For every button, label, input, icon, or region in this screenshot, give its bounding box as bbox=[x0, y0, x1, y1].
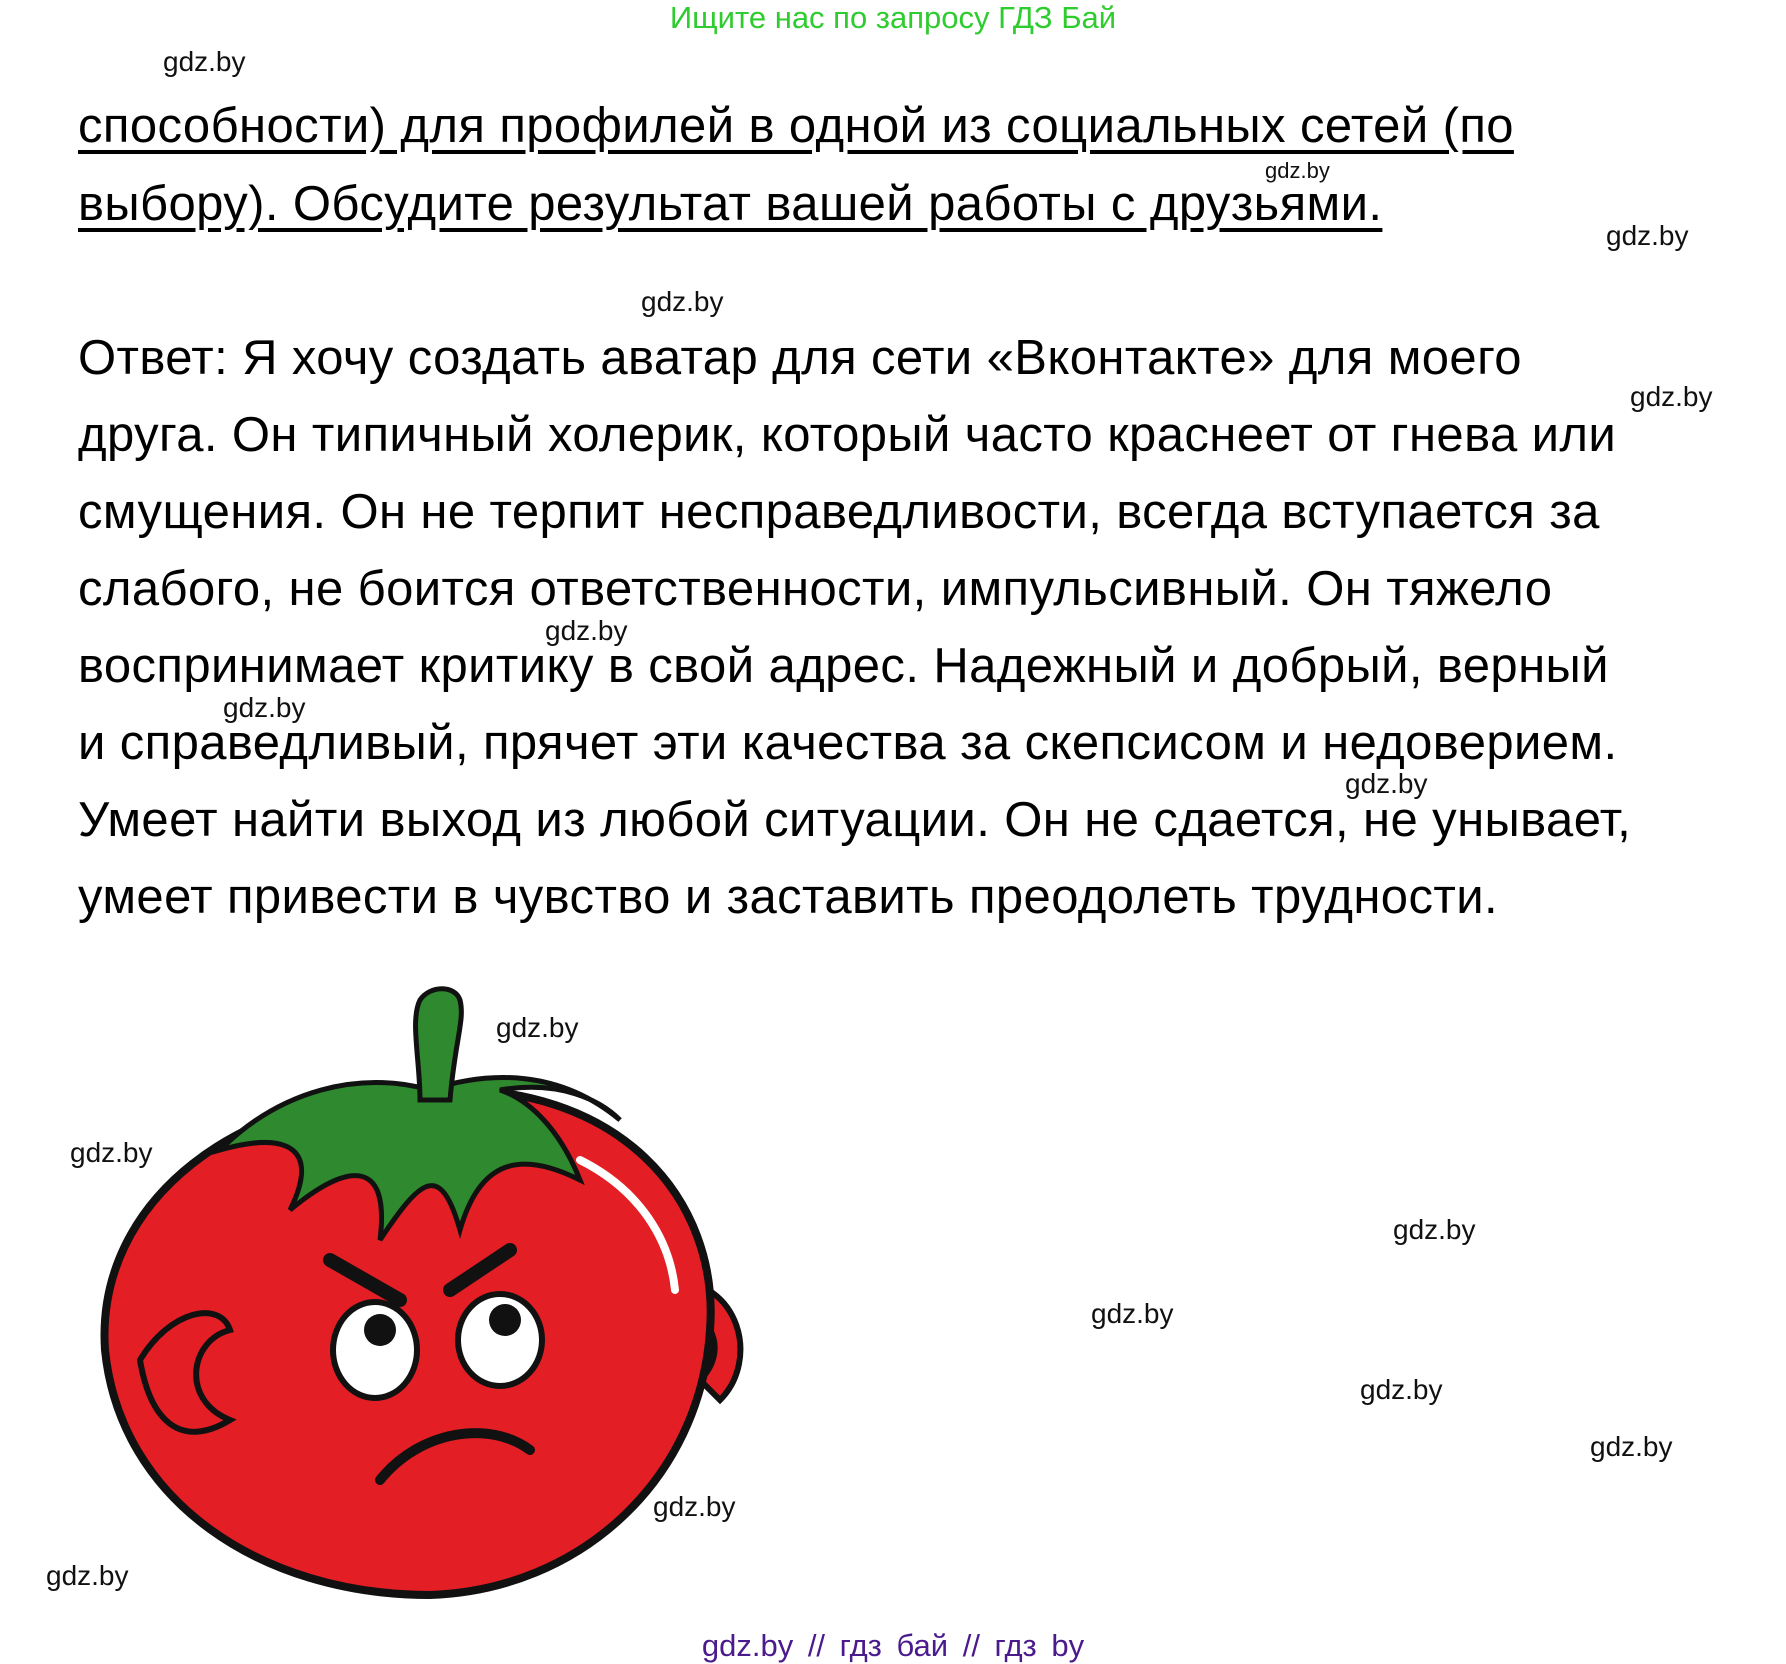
watermark: gdz.by bbox=[1345, 768, 1428, 799]
watermark: gdz.by bbox=[496, 1012, 579, 1043]
watermark: gdz.by bbox=[1393, 1214, 1476, 1245]
answer-line-2: друга. Он типичный холерик, который часто краснеет от гнева или bbox=[78, 408, 1617, 462]
watermark: gdz.by bbox=[163, 46, 246, 77]
top-banner[interactable]: Ищите нас по запросу ГДЗ Бай bbox=[669, 0, 1117, 35]
task-line-1: способности) для профилей в одной из социальных сетей (по bbox=[78, 99, 1514, 153]
watermark: gdz.by bbox=[1590, 1431, 1673, 1462]
answer-line-7: Умеет найти выход из любой ситуации. Он не сдается, не унывает, bbox=[78, 793, 1632, 847]
watermark: gdz.by bbox=[1360, 1374, 1443, 1405]
watermark: gdz.by bbox=[1265, 158, 1330, 183]
angry-tomato-avatar bbox=[60, 980, 780, 1620]
task-line-2: выбору). Обсудите результат вашей работы с друзьями. bbox=[78, 177, 1383, 231]
watermark: gdz.by bbox=[46, 1560, 129, 1591]
answer-line-6: и справедливый, прячет эти качества за скепсисом и недоверием. bbox=[78, 716, 1618, 770]
watermark: gdz.by bbox=[545, 615, 628, 646]
answer-line-5: воспринимает критику в свой адрес. Надежный и добрый, верный bbox=[78, 639, 1609, 693]
watermark: gdz.by bbox=[223, 692, 306, 723]
watermark: gdz.by bbox=[653, 1491, 736, 1522]
watermark: gdz.by bbox=[641, 286, 724, 317]
footer-links[interactable]: gdz.by // гдз бай // гдз by bbox=[701, 1628, 1085, 1663]
answer-line-3: смущения. Он не терпит несправедливости, всегда вступается за bbox=[78, 485, 1600, 539]
answer-line-1: Ответ: Я хочу создать аватар для сети «Вконтакте» для моего bbox=[78, 331, 1522, 385]
answer-line-8: умеет привести в чувство и заставить преодолеть трудности. bbox=[78, 870, 1498, 924]
watermark: gdz.by bbox=[70, 1137, 153, 1168]
watermark: gdz.by bbox=[1630, 381, 1713, 412]
answer-line-4: слабого, не боится ответственности, импульсивный. Он тяжело bbox=[78, 562, 1553, 616]
watermark: gdz.by bbox=[1091, 1298, 1174, 1329]
watermark: gdz.by bbox=[1606, 220, 1689, 251]
